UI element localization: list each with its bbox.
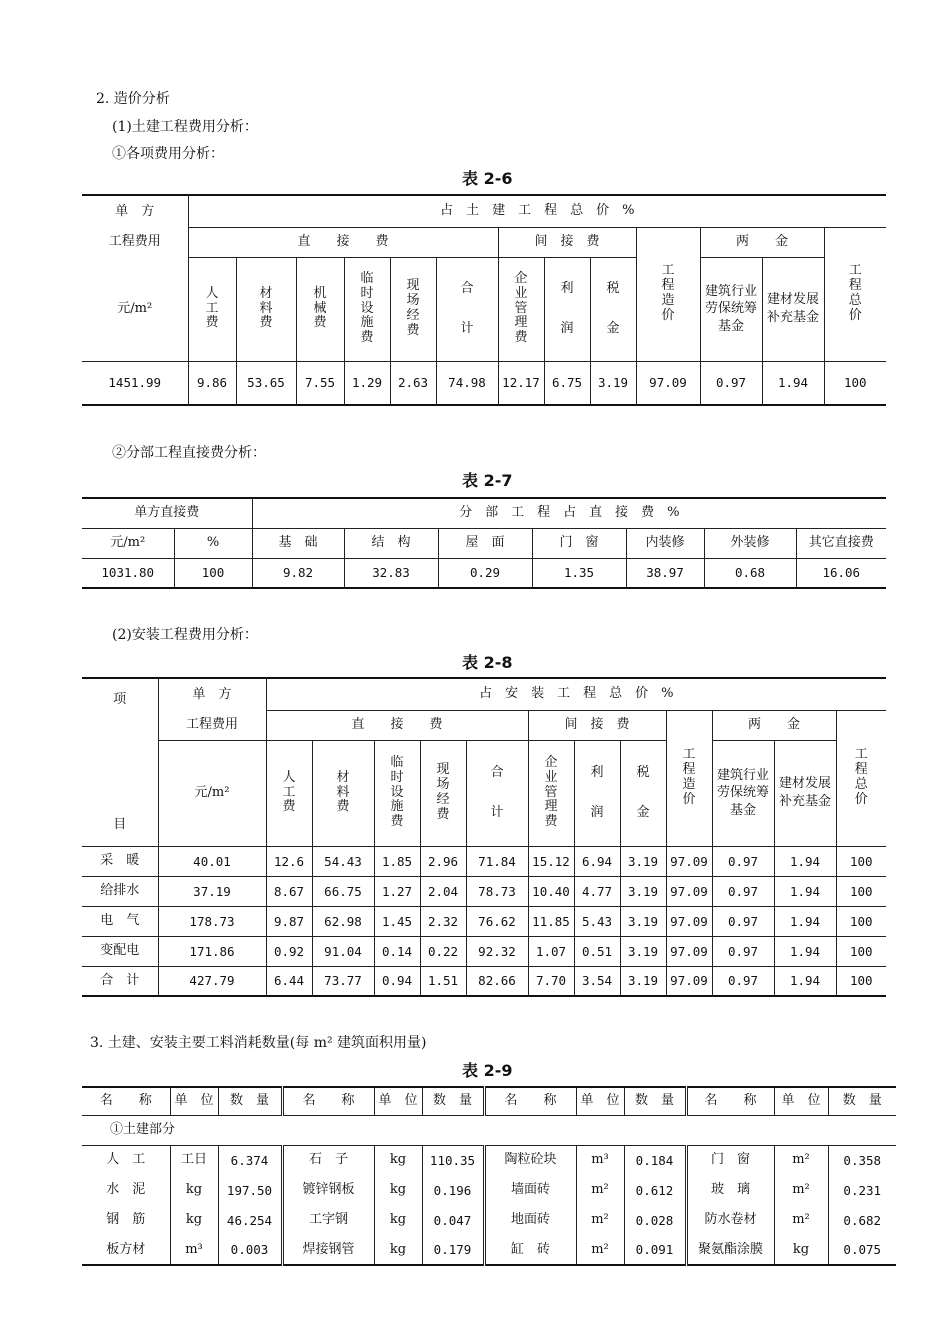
col-percent: % [174,528,252,558]
table-cell: 1.27 [374,876,420,906]
table-row [82,846,886,876]
table-cell: 11.85 [528,906,574,936]
material-name: 镀锌钢板 [282,1175,374,1205]
table-cell: 1.94 [774,966,836,996]
material-name: 焊接钢管 [282,1235,374,1265]
material-unit: 工日 [170,1145,218,1175]
table-cell: 1.94 [774,846,836,876]
material-name: 玻 璃 [686,1175,774,1205]
col-rate: 元/m² [82,528,174,558]
table-cell: 66.75 [312,876,374,906]
header-unit-direct: 单方直接费 [82,498,252,528]
subsection-civil-cost: (1)土建工程费用分析： [112,119,258,135]
material-qty: 0.196 [422,1175,484,1205]
table-2-6 [82,194,886,406]
table-cell: 1.85 [374,846,420,876]
col-tax: 税 金 [590,257,636,361]
table-cell: 1.94 [774,906,836,936]
material-qty: 0.028 [624,1205,686,1235]
table-cell: 0.22 [420,936,466,966]
col-unit: 单 位 [576,1087,624,1115]
table-cell: 92.32 [466,936,528,966]
material-name: 陶粒砼块 [484,1145,576,1175]
table-row [82,966,886,996]
table-cell: 3.54 [574,966,620,996]
table-cell: 0.97 [712,936,774,966]
table-2-7 [82,497,886,589]
header-direct-cost: 直 接 费 [188,227,498,257]
header-direct-cost: 直 接 费 [266,710,528,740]
header-project-cost: 工程造价 [666,710,712,846]
material-name: 门 窗 [686,1145,774,1175]
table-cell: 62.98 [312,906,374,936]
table-cell: 6.94 [574,846,620,876]
header-project-cost: 工程造价 [636,227,700,361]
col-unit: 单 位 [374,1087,422,1115]
table-2-7-caption: 表 2-7 [462,471,513,490]
subsection-install-cost: (2)安装工程费用分析： [112,627,258,643]
material-name: 钢 筋 [82,1205,170,1235]
material-unit: kg [374,1145,422,1175]
header-share-install: 占 安 装 工 程 总 价 % [266,678,886,710]
table-cell: 1.45 [374,906,420,936]
material-unit: m² [576,1205,624,1235]
table-2-8 [82,677,886,997]
header-unit-2: 工程费用 [82,227,188,257]
col-roof: 屋 面 [438,528,532,558]
header-indirect-cost: 间 接 费 [498,227,636,257]
col-site-expense: 现场经费 [420,740,466,846]
table-cell: 171.86 [158,936,266,966]
col-labor: 人工费 [266,740,312,846]
col-profit: 利 润 [544,257,590,361]
table-cell: 97.09 [666,906,712,936]
material-name: 墙面砖 [484,1175,576,1205]
table-cell: 97.09 [666,876,712,906]
group-civil: ①土建部分 [82,1115,896,1145]
table-cell: 0.94 [374,966,420,996]
material-name: 石 子 [282,1145,374,1175]
table-cell: 100 [836,966,886,996]
table-cell: 12.6 [266,846,312,876]
table-row [82,1205,896,1235]
material-unit: m² [576,1235,624,1265]
material-qty: 0.179 [422,1235,484,1265]
col-tax: 税 金 [620,740,666,846]
table-cell: 0.97 [712,846,774,876]
col-site-expense: 现场经费 [390,257,436,361]
col-exterior: 外装修 [704,528,796,558]
material-unit: m² [576,1175,624,1205]
material-unit: m³ [576,1145,624,1175]
table-2-9-caption: 表 2-9 [462,1061,513,1080]
table-cell: 54.43 [312,846,374,876]
col-management: 企业管理费 [498,257,544,361]
col-material: 材料费 [236,257,296,361]
col-structure: 结 构 [344,528,438,558]
table-row: 1031.80 100 9.82 32.83 0.29 1.35 38.97 0.68 16.06 [82,558,886,588]
table-cell: 37.19 [158,876,266,906]
material-qty: 110.35 [422,1145,484,1175]
col-material-fund: 建材发展补充基金 [762,257,824,361]
table-cell: 97.09 [666,846,712,876]
material-qty: 0.184 [624,1145,686,1175]
table-row [82,1175,896,1205]
col-qty: 数 量 [828,1087,896,1115]
table-cell: 178.73 [158,906,266,936]
table-cell: 3.19 [620,966,666,996]
table-row [82,876,886,906]
material-name: 防水卷材 [686,1205,774,1235]
table-cell: 0.97 [712,876,774,906]
material-name: 水 泥 [82,1175,170,1205]
col-name: 名 称 [82,1087,170,1115]
header-rate: 元/m² [158,740,266,846]
header-total-price: 工程总价 [824,227,886,361]
table-cell: 9.87 [266,906,312,936]
material-qty: 197.50 [218,1175,282,1205]
table-cell: 100 [836,846,886,876]
row-label: 合 计 [82,966,158,996]
material-name: 缸 砖 [484,1235,576,1265]
row-label: 变配电 [82,936,158,966]
col-interior: 内装修 [626,528,704,558]
material-name: 人 工 [82,1145,170,1175]
header-unit: 单 方 [158,678,266,710]
table-2-9 [82,1086,896,1266]
table-cell: 8.67 [266,876,312,906]
col-material-fund: 建材发展补充基金 [774,740,836,846]
row-label: 电 气 [82,906,158,936]
col-temp-facilities: 临时设施费 [344,257,390,361]
table-cell: 3.19 [620,876,666,906]
material-unit: m³ [170,1235,218,1265]
material-unit: kg [170,1175,218,1205]
table-cell: 2.96 [420,846,466,876]
col-labor-fund: 建筑行业劳保统筹基金 [700,257,762,361]
col-name: 名 称 [282,1087,374,1115]
table-cell: 3.19 [620,936,666,966]
table-cell: 0.92 [266,936,312,966]
table-cell: 0.14 [374,936,420,966]
header-rate: 元/m² [82,257,188,361]
table-cell: 0.51 [574,936,620,966]
material-name: 板方材 [82,1235,170,1265]
col-material: 材料费 [312,740,374,846]
table-cell: 73.77 [312,966,374,996]
col-qty: 数 量 [624,1087,686,1115]
table-2-6-caption: 表 2-6 [462,169,513,188]
material-unit: kg [774,1235,828,1265]
col-qty: 数 量 [422,1087,484,1115]
col-qty: 数 量 [218,1087,282,1115]
table-cell: 91.04 [312,936,374,966]
table-row [82,906,886,936]
material-unit: kg [170,1205,218,1235]
table-cell: 15.12 [528,846,574,876]
table-cell: 2.04 [420,876,466,906]
table-row [82,1145,896,1175]
col-name: 名 称 [686,1087,774,1115]
table-cell: 1.94 [774,936,836,966]
col-subtotal: 合 计 [436,257,498,361]
table-row [82,1235,896,1265]
row-label: 采 暖 [82,846,158,876]
material-unit: m² [774,1175,828,1205]
col-management: 企业管理费 [528,740,574,846]
subsection-item-costs: ①各项费用分析： [112,146,224,162]
table-cell: 3.19 [620,846,666,876]
table-cell: 40.01 [158,846,266,876]
material-qty: 0.682 [828,1205,896,1235]
table-cell: 0.97 [712,906,774,936]
col-name: 名 称 [484,1087,576,1115]
section-heading-cost-analysis: 2. 造价分析 [96,91,170,107]
table-cell: 2.32 [420,906,466,936]
header-indirect-cost: 间 接 费 [528,710,666,740]
material-qty: 0.612 [624,1175,686,1205]
table-cell: 97.09 [666,966,712,996]
col-temp-facilities: 临时设施费 [374,740,420,846]
table-cell: 7.70 [528,966,574,996]
table-cell: 10.40 [528,876,574,906]
material-unit: m² [774,1205,828,1235]
table-cell: 78.73 [466,876,528,906]
col-labor: 人工费 [188,257,236,361]
material-unit: kg [374,1235,422,1265]
material-qty: 0.003 [218,1235,282,1265]
table-2-8-caption: 表 2-8 [462,653,513,672]
table-cell: 4.77 [574,876,620,906]
table-cell: 76.62 [466,906,528,936]
header-share-civil: 占 土 建 工 程 总 价 % [188,195,886,227]
col-machinery: 机械费 [296,257,344,361]
material-qty: 0.358 [828,1145,896,1175]
material-unit: kg [374,1175,422,1205]
table-cell: 0.97 [712,966,774,996]
material-qty: 0.231 [828,1175,896,1205]
table-cell: 100 [836,936,886,966]
table-cell: 5.43 [574,906,620,936]
col-other-direct: 其它直接费 [796,528,886,558]
material-qty: 0.091 [624,1235,686,1265]
header-total-price: 工程总价 [836,710,886,846]
col-unit: 单 位 [170,1087,218,1115]
table-row: 1451.99 9.86 53.65 7.55 1.29 2.63 74.98 12.17 6.75 3.19 97.09 0.97 1.94 100 [82,361,886,405]
subsection-direct-cost: ②分部工程直接费分析： [112,445,266,461]
col-doors-windows: 门 窗 [532,528,626,558]
header-two-funds: 两 金 [700,227,824,257]
material-name: 地面砖 [484,1205,576,1235]
col-subtotal: 合 计 [466,740,528,846]
table-cell: 97.09 [666,936,712,966]
table-row [82,936,886,966]
table-cell: 1.94 [774,876,836,906]
material-qty: 6.374 [218,1145,282,1175]
table-cell: 1.07 [528,936,574,966]
table-cell: 427.79 [158,966,266,996]
col-foundation: 基 础 [252,528,344,558]
material-name: 工字钢 [282,1205,374,1235]
header-unit: 单 方 [82,195,188,227]
header-two-funds: 两 金 [712,710,836,740]
material-qty: 0.075 [828,1235,896,1265]
col-unit: 单 位 [774,1087,828,1115]
table-cell: 82.66 [466,966,528,996]
section-heading-material-consumption: 3. 土建、安装主要工料消耗数量(每 m² 建筑面积用量) [90,1035,427,1051]
col-labor-fund: 建筑行业劳保统筹基金 [712,740,774,846]
table-cell: 6.44 [266,966,312,996]
col-profit: 利 润 [574,740,620,846]
header-item: 项 目 [82,678,158,846]
table-cell: 3.19 [620,906,666,936]
table-cell: 100 [836,876,886,906]
material-name: 聚氨酯涂膜 [686,1235,774,1265]
material-qty: 0.047 [422,1205,484,1235]
material-unit: m² [774,1145,828,1175]
header-share-direct: 分 部 工 程 占 直 接 费 % [252,498,886,528]
header-unit-2: 工程费用 [158,710,266,740]
table-cell: 100 [836,906,886,936]
row-label: 给排水 [82,876,158,906]
material-qty: 46.254 [218,1205,282,1235]
material-unit: kg [374,1205,422,1235]
table-cell: 71.84 [466,846,528,876]
table-cell: 1.51 [420,966,466,996]
